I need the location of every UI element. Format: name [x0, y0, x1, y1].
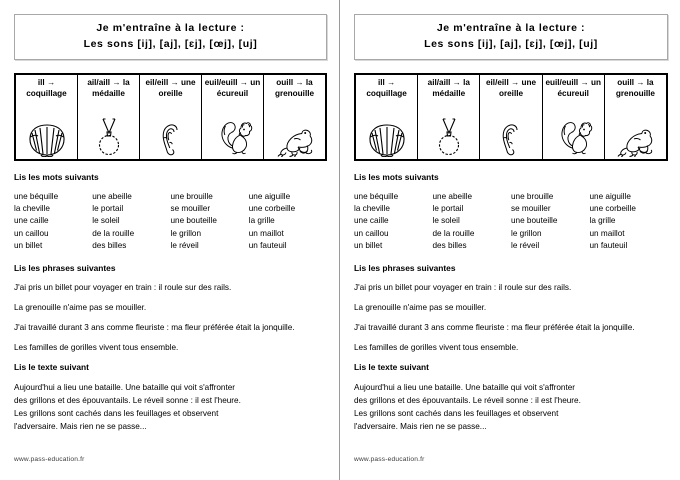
sentence: J'ai travaillé durant 3 ans comme fleuriste : ma fleur préférée était la jonquille. [14, 323, 295, 333]
footer-url: www.pass-education.fr [354, 456, 425, 463]
text-line: des grillons et des épouvantails. Le réveil sonne : il est l'heure. [14, 396, 241, 406]
sound-label: ail/aill → la médaille [427, 78, 470, 98]
medal-icon [420, 99, 477, 158]
word-item: la grille [589, 216, 616, 226]
word-item: le soleil [432, 216, 460, 226]
word-item: des billes [92, 240, 127, 250]
word-item: une corbeille [248, 204, 296, 214]
word-item: se mouiller [170, 204, 211, 214]
word-item: le portail [92, 204, 124, 214]
word-column [249, 191, 327, 252]
word-item: un maillot [589, 228, 625, 238]
words-heading: Lis les mots suivants [14, 172, 99, 182]
sound-cell-eil [480, 75, 542, 159]
shell-icon [18, 99, 75, 158]
title-line-2: Les sons [ij], [aj], [ɛj], [œj], [uj] [424, 38, 598, 50]
frog-icon [607, 99, 664, 158]
sentence: J'ai travaillé durant 3 ans comme fleuriste : ma fleur préférée était la jonquille. [354, 323, 635, 333]
sounds-table [354, 73, 668, 161]
text-block [14, 381, 327, 433]
text-line: Aujourd'hui a lieu une bataille. Une bataille qui voit s'affronter [354, 383, 575, 393]
word-item: un billet [14, 240, 43, 250]
word-item: une abeille [92, 192, 132, 201]
sound-label: eil/eill → une oreille [145, 78, 196, 98]
word-item: un fauteuil [589, 240, 628, 250]
text-heading: Lis le texte suivant [354, 362, 429, 373]
word-item: une aiguille [589, 192, 631, 201]
sentence: J'ai pris un billet pour voyager en train : il roule sur des rails. [14, 283, 232, 293]
sentences-heading: Lis les phrases suivantes [14, 263, 116, 274]
word-grid [354, 191, 668, 252]
word-item: de la rouille [92, 228, 135, 238]
word-column [14, 191, 92, 252]
word-column [171, 191, 249, 252]
text-line: Les grillons sont cachés dans les feuillages et observent [14, 409, 219, 419]
sentences-block [14, 282, 327, 354]
text-line: Les grillons sont cachés dans les feuillages et observent [354, 409, 559, 419]
word-item: se mouiller [511, 204, 551, 214]
word-item: une bouteille [511, 216, 558, 226]
sound-label: euil/euill → un écureuil [204, 78, 261, 98]
word-item: le portail [432, 204, 464, 214]
footer-url: www.pass-education.fr [14, 456, 85, 463]
text-line: l'adversaire. Mais rien ne se passe... [354, 422, 487, 432]
sound-label: euil/euill → un écureuil [545, 78, 601, 98]
sound-label: eil/eill → une oreille [485, 78, 537, 98]
title-line-1: Je m'entraîne à la lecture : [436, 22, 586, 34]
word-item: la grille [248, 216, 275, 226]
squirrel-icon [204, 99, 261, 158]
text-block [354, 381, 668, 433]
medal-icon [80, 99, 137, 158]
word-column [511, 191, 590, 252]
word-item: de la rouille [432, 228, 475, 238]
word-item: la cheville [14, 204, 50, 214]
sound-cell-ouill [264, 75, 325, 159]
word-item: une béquille [354, 192, 399, 201]
word-item: une brouille [170, 192, 213, 201]
text-line: des grillons et des épouvantails. Le réveil sonne : il est l'heure. [354, 396, 581, 406]
sound-label: ail/aill → la médaille [87, 78, 130, 98]
sound-cell-ouill [605, 75, 666, 159]
title-box [14, 14, 327, 60]
word-item: le réveil [170, 240, 199, 250]
title-line-2: Les sons [ij], [aj], [ɛj], [œj], [uj] [83, 38, 258, 50]
word-item: un fauteuil [248, 240, 287, 250]
title-line-1: Je m'entraîne à la lecture : [96, 22, 245, 34]
sentence: J'ai pris un billet pour voyager en train : il roule sur des rails. [354, 283, 572, 293]
words-heading: Lis les mots suivants [354, 172, 439, 182]
word-item: le grillon [511, 228, 542, 238]
word-column [92, 191, 170, 252]
sound-label: ill → coquillage [26, 78, 67, 98]
sentence: Les familles de gorilles vivent tous ensemble. [354, 343, 519, 353]
worksheet-panel-right [340, 0, 680, 480]
sound-cell-euil [543, 75, 605, 159]
word-item: un billet [354, 240, 383, 250]
sound-cell-ail [78, 75, 140, 159]
sound-cell-ail [418, 75, 480, 159]
ear-icon [142, 99, 199, 158]
sentences-block [354, 282, 668, 354]
text-line: Aujourd'hui a lieu une bataille. Une bataille qui voit s'affronter [14, 383, 235, 393]
squirrel-icon [545, 99, 602, 158]
ear-icon [482, 99, 539, 158]
word-item: un maillot [248, 228, 284, 238]
sentence: La grenouille n'aime pas se mouiller. [14, 303, 147, 313]
frog-icon [266, 99, 323, 158]
word-item: une béquille [14, 192, 59, 201]
word-item: une abeille [432, 192, 473, 201]
text-heading: Lis le texte suivant [14, 362, 89, 373]
word-item: un caillou [14, 228, 49, 238]
word-item: le soleil [92, 216, 120, 226]
word-column [354, 191, 433, 252]
sound-cell-ill [356, 75, 418, 159]
word-item: une corbeille [589, 204, 636, 214]
word-grid [14, 191, 327, 252]
sentence: Les familles de gorilles vivent tous ensemble. [14, 343, 179, 353]
word-item: une caille [14, 216, 49, 226]
sound-cell-euil [202, 75, 264, 159]
title-box [354, 14, 668, 60]
word-item: une caille [354, 216, 389, 226]
word-item: une bouteille [170, 216, 217, 226]
sentence: La grenouille n'aime pas se mouiller. [354, 303, 487, 313]
word-item: une brouille [511, 192, 554, 201]
word-column [433, 191, 512, 252]
sound-label: ouill → la grenouille [615, 78, 655, 98]
sound-label: ouill → la grenouille [274, 78, 315, 98]
word-item: le grillon [170, 228, 201, 238]
word-item: la cheville [354, 204, 390, 214]
word-item: le réveil [511, 240, 540, 250]
word-item: une aiguille [248, 192, 291, 201]
word-item: un caillou [354, 228, 389, 238]
word-column [590, 191, 669, 252]
sounds-table [14, 73, 327, 161]
sentences-heading: Lis les phrases suivantes [354, 263, 456, 274]
word-item: des billes [432, 240, 467, 250]
sound-cell-ill [16, 75, 78, 159]
sound-cell-eil [140, 75, 202, 159]
sound-label: ill → coquillage [366, 78, 407, 98]
text-line: l'adversaire. Mais rien ne se passe... [14, 422, 147, 432]
shell-icon [358, 99, 415, 158]
